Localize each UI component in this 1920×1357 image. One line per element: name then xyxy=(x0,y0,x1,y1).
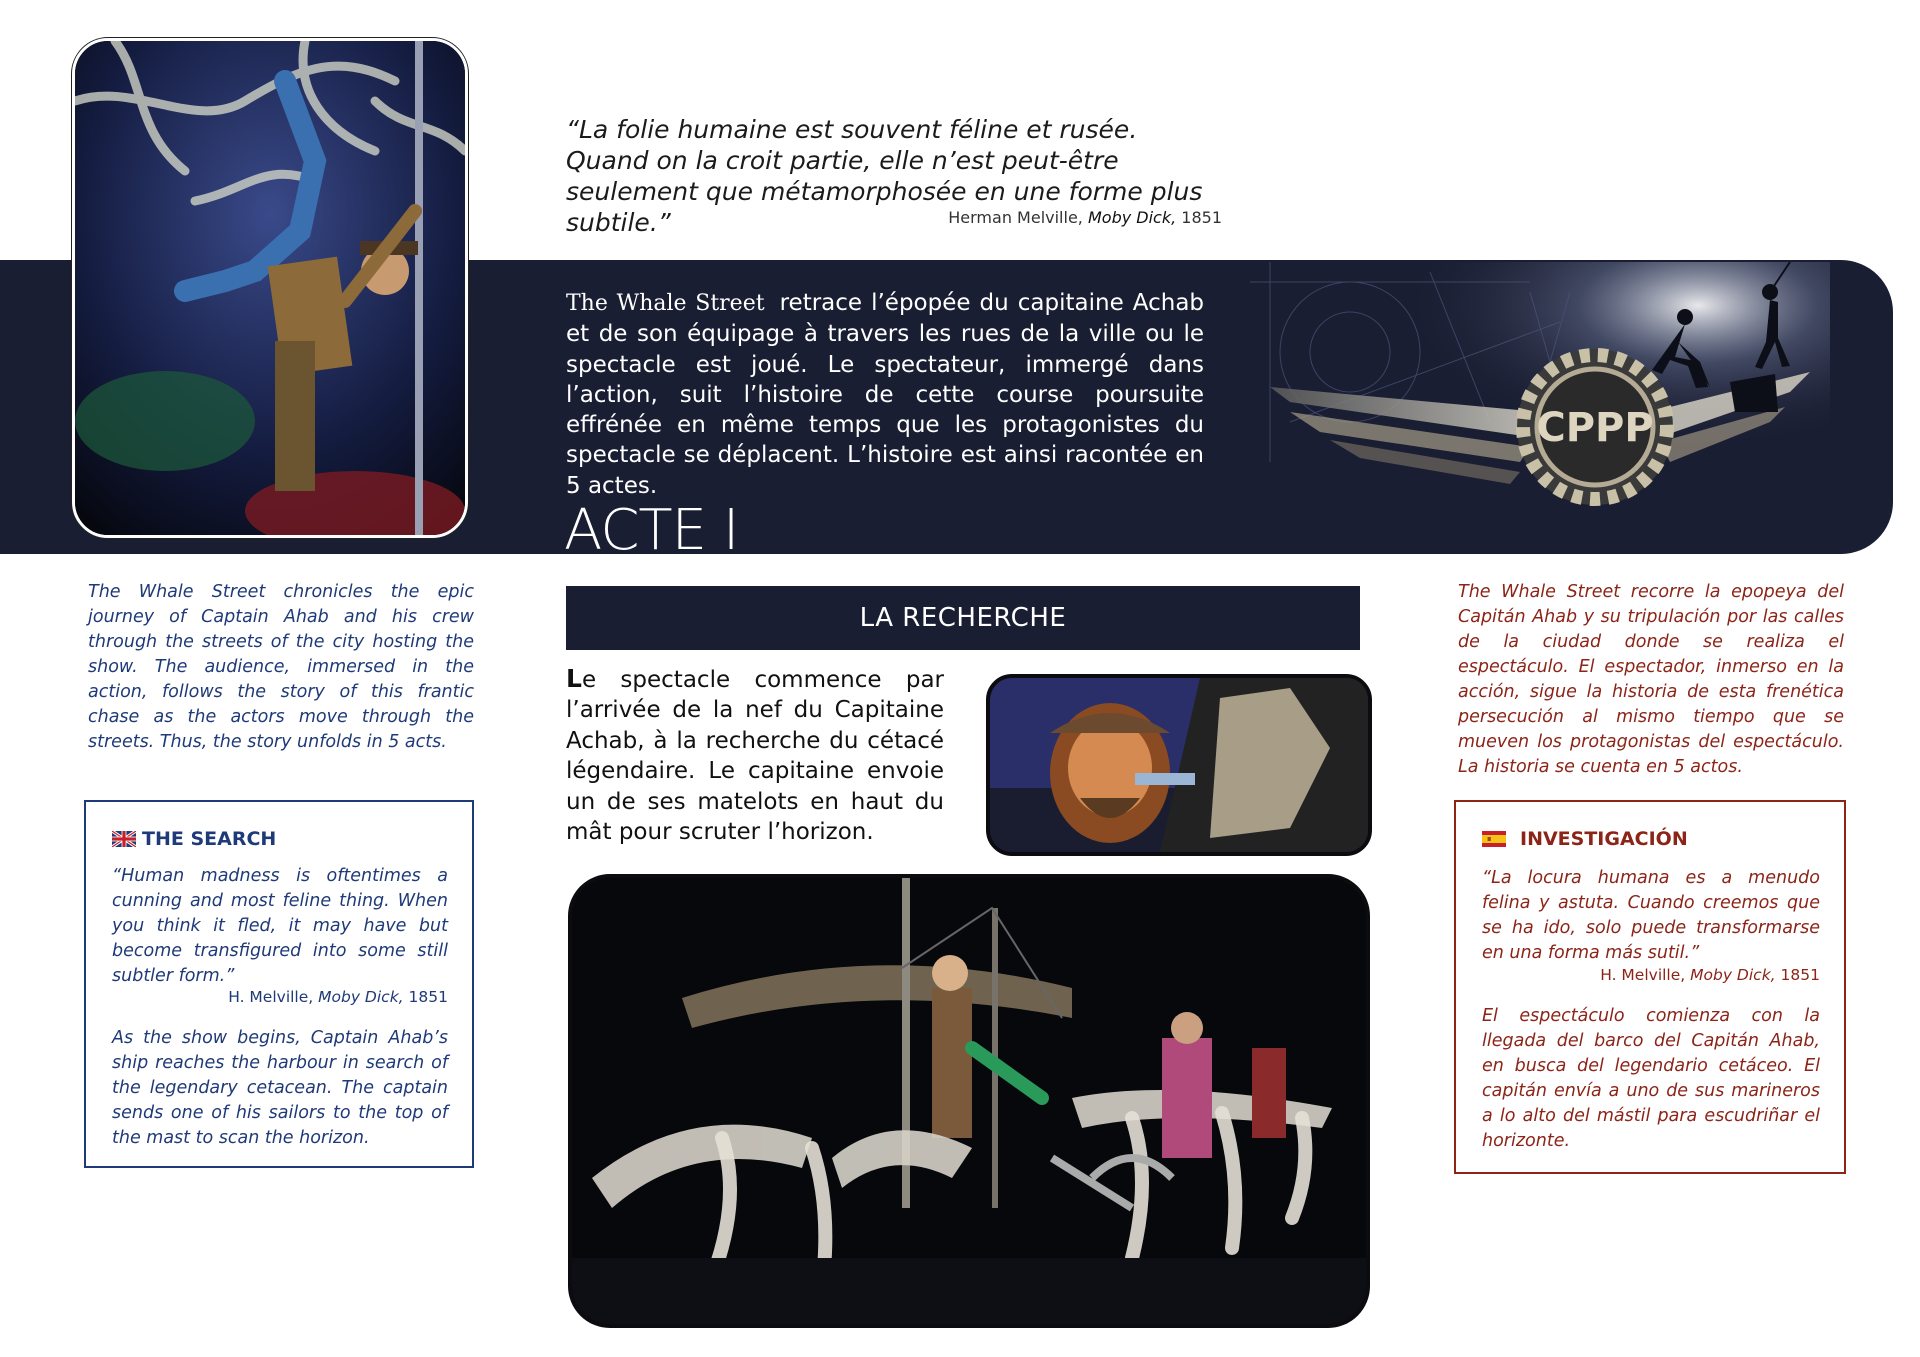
act-body-text: e spectacle commence par l’arrivée de la nef du Capitaine Achab, à la recherche du cétacé légendaire. Le capitaine envoie un de ses matelots en haut du mât pour scruter l’horizon. xyxy=(566,667,944,846)
spanish-box-title xyxy=(1482,828,1688,850)
english-quote: “Human madness is oftentimes a cunning and most feline thing. When you think it fled, it may have but become transfigured into some still subtler form.” xyxy=(112,866,448,986)
english-box-title-text: THE SEARCH xyxy=(142,828,277,850)
spanish-summary: The Whale Street recorre la epopeya del Capitán Ahab y su tripulación por las calles de la ciudad donde se realiza el espectáculo. El espectador, inmerso en la acción, sigue la historia de esta frenética persecución al mismo tiempo que se mueven los protagonistas del espectáculo. La historia se cuenta en 5 actos. xyxy=(1458,582,1844,777)
aerialist-photo xyxy=(72,38,468,538)
spanish-quote-source xyxy=(1482,966,1820,984)
spanish-box-title-text: INVESTIGACIÓN xyxy=(1520,828,1688,850)
english-src-work: Moby Dick, xyxy=(318,988,404,1006)
cppp-logo-art xyxy=(1230,262,1830,552)
spanish-quote: “La locura humana es a menudo felina y astuta. Cuando creemos que se ha ido, solo puede transformarse en una forma más sutil.” xyxy=(1482,868,1820,963)
cppp-logo-text: CPPP xyxy=(1536,405,1654,451)
epigraph-source xyxy=(566,208,1222,227)
english-box-title xyxy=(112,828,276,850)
spanish-src-year: 1851 xyxy=(1780,966,1820,984)
ship-scene-photo xyxy=(568,874,1370,1328)
english-src-year: 1851 xyxy=(408,988,448,1006)
section-heading: LA RECHERCHE xyxy=(566,586,1360,650)
act-title: ACTE I xyxy=(564,498,739,558)
epigraph-quote: “La folie humaine est souvent féline et rusée. Quand on la croit partie, elle n’est peut-être seulement que métamorphosée en une forme plus subtile.” xyxy=(566,115,1203,237)
spain-flag-icon xyxy=(1482,831,1506,847)
english-box xyxy=(84,800,474,1168)
english-quote-source xyxy=(112,988,448,1006)
english-summary: The Whale Street chronicles the epic journey of Captain Ahab and his crew through the streets of the city hosting the show. The audience, immersed in the action, follows the story of this frantic chase as the actors move through the streets. Thus, the story unfolds in 5 acts. xyxy=(88,582,474,752)
uk-flag-icon xyxy=(112,831,136,847)
spanish-src-work: Moby Dick, xyxy=(1690,966,1776,984)
captain-photo xyxy=(986,674,1372,856)
intro-paragraph xyxy=(566,288,1204,501)
epigraph-work: Moby Dick, xyxy=(1087,208,1177,227)
intro-text: retrace l’épopée du capitaine Achab et de son équipage à travers les rues de la ville ou le spectacle est joué. Le spectateur, immergé dans l’action, suit l’histoire de cette course poursuite effrénée en même temps que les protagonistes du spectacle se déplacent. L’histoire est ainsi racontée en 5 actes. xyxy=(566,290,1205,499)
act-body-french xyxy=(566,664,944,847)
english-src-author: H. Melville, xyxy=(228,988,314,1006)
show-name: The Whale Street xyxy=(566,291,765,316)
spanish-body: El espectáculo comienza con la llegada del barco del Capitán Ahab, en busca del legendario cetáceo. El capitán envía a uno de sus marineros a lo alto del mástil para escudriñar el horizonte. xyxy=(1482,1006,1820,1151)
epigraph-author: Herman Melville, xyxy=(948,208,1083,227)
english-body: As the show begins, Captain Ahab’s ship reaches the harbour in search of the legendary cetacean. The captain sends one of his sailors to the top of the mast to scan the horizon. xyxy=(112,1028,448,1148)
epigraph-year: 1851 xyxy=(1181,208,1222,227)
spanish-src-author: H. Melville, xyxy=(1600,966,1686,984)
dropcap-letter: L xyxy=(566,664,582,693)
spanish-box xyxy=(1454,800,1846,1174)
